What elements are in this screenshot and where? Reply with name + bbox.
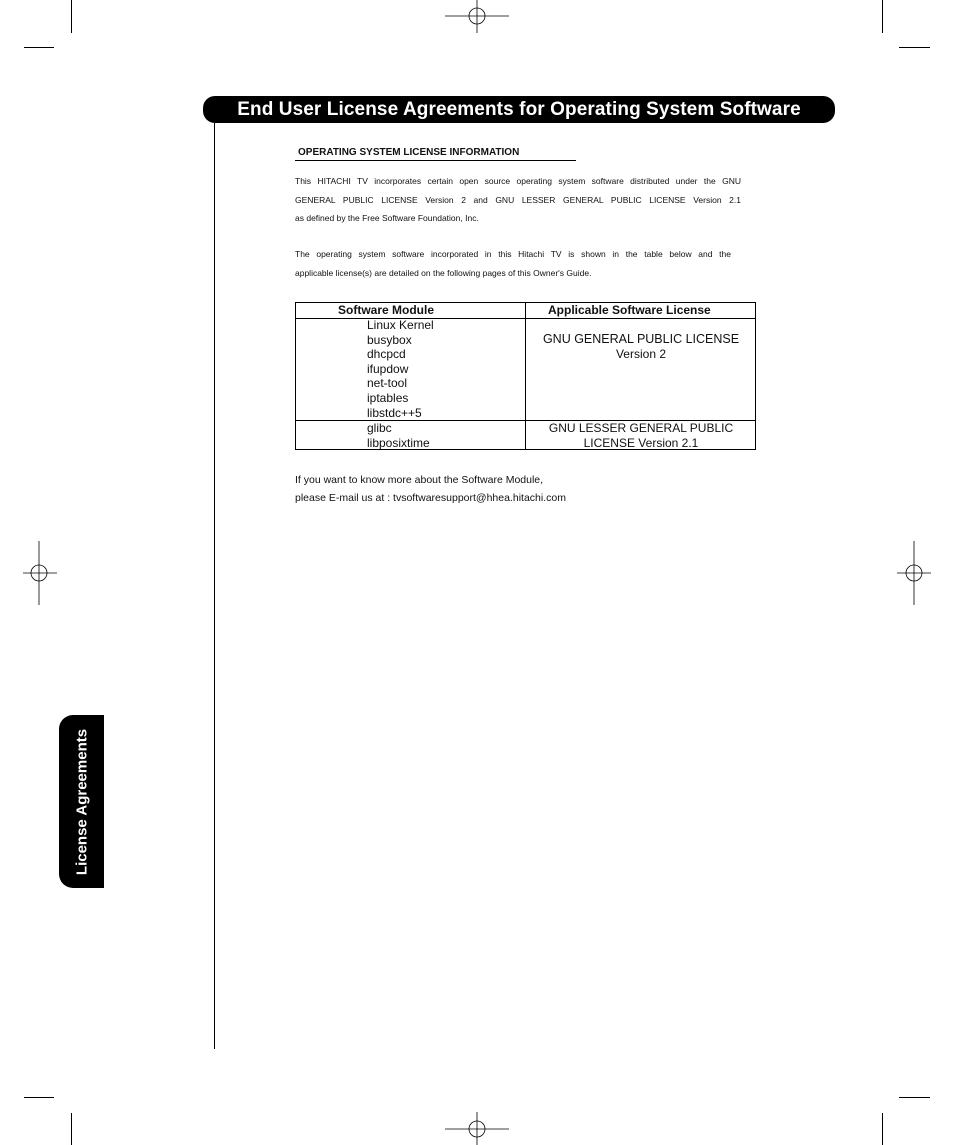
module-name: dhcpcd bbox=[367, 347, 406, 362]
note-line: The operating system software incorporated in this Hitachi TV is shown in the table below and the bbox=[295, 249, 731, 259]
module-name: net-tool bbox=[367, 376, 408, 391]
license-version: LICENSE Version 2.1 bbox=[583, 435, 699, 450]
registration-mark-right bbox=[897, 541, 931, 605]
table-header-module: Software Module bbox=[338, 303, 435, 317]
crop-mark bbox=[24, 47, 54, 48]
license-version: Version 2 bbox=[615, 347, 667, 361]
crop-mark bbox=[71, 0, 72, 33]
contact-email-line: please E-mail us at : tvsoftwaresupport@hhea.hitachi.com bbox=[295, 492, 566, 504]
page-title: End User License Agreements for Operating System Software bbox=[237, 98, 801, 120]
module-name: libstdc++5 bbox=[367, 405, 422, 420]
crop-mark bbox=[882, 1113, 883, 1145]
note-paragraph bbox=[295, 245, 731, 282]
table-row bbox=[367, 318, 434, 420]
header-bar bbox=[203, 96, 835, 123]
intro-paragraph bbox=[295, 172, 741, 228]
contact-line: If you want to know more about the Software Module, bbox=[295, 474, 544, 486]
crop-mark bbox=[899, 47, 930, 48]
registration-mark-bottom bbox=[445, 1112, 509, 1145]
software-license-table bbox=[295, 302, 756, 450]
table-header-license: Applicable Software License bbox=[548, 303, 711, 317]
registration-mark-top bbox=[445, 0, 509, 33]
module-name: Linux Kernel bbox=[367, 318, 434, 332]
license-name: GNU LESSER GENERAL PUBLIC bbox=[548, 421, 734, 435]
license-cell bbox=[526, 421, 756, 450]
section-heading: OPERATING SYSTEM LICENSE INFORMATION bbox=[298, 147, 520, 158]
crop-mark bbox=[882, 0, 883, 33]
license-name: GNU GENERAL PUBLIC LICENSE bbox=[542, 332, 740, 346]
module-name: ifupdow bbox=[367, 361, 409, 376]
side-tab-label: License Agreements bbox=[73, 728, 90, 875]
vertical-rule bbox=[214, 123, 215, 1049]
registration-mark-left bbox=[23, 541, 57, 605]
crop-mark bbox=[24, 1097, 54, 1098]
table-row bbox=[367, 421, 430, 450]
note-line: applicable license(s) are detailed on the following pages of this Owner's Guide. bbox=[295, 267, 592, 278]
contact-info bbox=[295, 471, 566, 507]
table-header-divider bbox=[296, 318, 755, 319]
section-underline bbox=[295, 160, 576, 161]
module-name: busybox bbox=[367, 332, 412, 347]
intro-line: This HITACHI TV incorporates certain open source operating system software distributed under the GNU bbox=[295, 176, 741, 186]
crop-mark bbox=[899, 1097, 930, 1098]
intro-line: GENERAL PUBLIC LICENSE Version 2 and GNU LESSER GENERAL PUBLIC LICENSE Version 2.1 bbox=[295, 194, 741, 205]
crop-mark bbox=[71, 1113, 72, 1145]
module-name: iptables bbox=[367, 390, 409, 405]
side-tab bbox=[59, 715, 104, 888]
module-name: libposixtime bbox=[367, 435, 430, 450]
intro-line: as defined by the Free Software Foundation, Inc. bbox=[295, 213, 479, 223]
module-name: glibc bbox=[367, 421, 392, 435]
license-cell bbox=[526, 332, 756, 362]
